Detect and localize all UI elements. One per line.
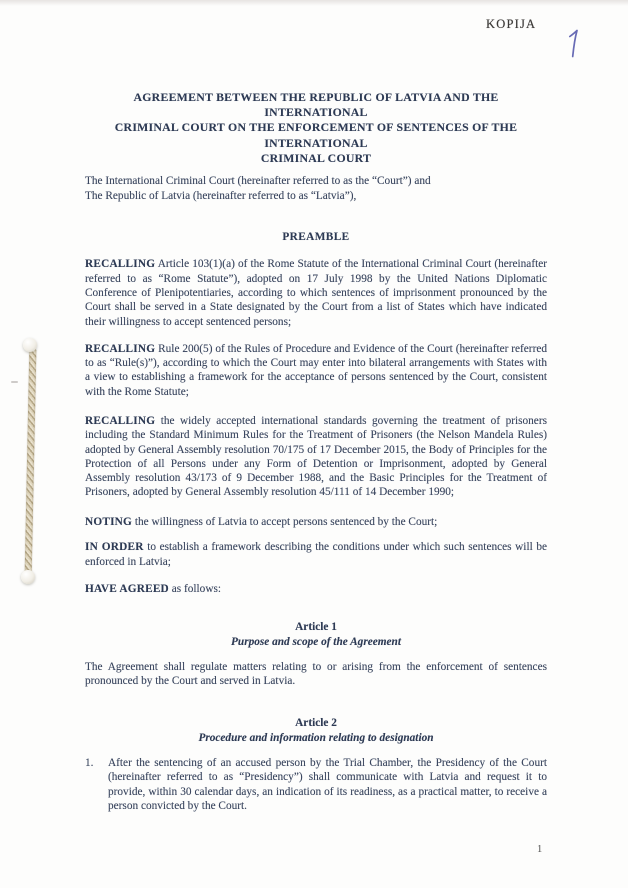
article-1-body: The Agreement shall regulate matters relating to or arising from the enforcement of sentences pronounced by the Court and served in Latvia. — [85, 660, 547, 688]
article-2-item-1 — [85, 756, 547, 813]
document-title-line-2: CRIMINAL COURT ON THE ENFORCEMENT OF SENTENCES OF THE INTERNATIONAL — [114, 120, 518, 150]
binding-bead-top — [23, 338, 37, 352]
article-2-subtitle: Procedure and information relating to designation — [198, 731, 434, 744]
binding-cord-thread — [25, 348, 37, 576]
document-title-line-3: CRIMINAL COURT — [260, 150, 372, 165]
parties-intro-line-1: The International Criminal Court (hereinafter referred to as the “Court”) and — [85, 175, 431, 188]
item-number: 1. — [85, 757, 94, 770]
preamble-paragraph-recalling-standards — [85, 414, 547, 500]
preamble-paragraph-noting — [85, 515, 547, 529]
paragraph-lead-word: RECALLING — [85, 414, 156, 427]
article-2-heading: Article 2 — [295, 717, 337, 730]
pencil-mark — [11, 381, 18, 383]
page-number: 1 — [537, 844, 543, 855]
copy-stamp: KOPIJA — [486, 17, 537, 31]
preamble-paragraph-recalling-rule-200 — [85, 342, 547, 399]
handwritten-mark-icon — [564, 27, 584, 61]
paragraph-lead-word: HAVE AGREED — [85, 582, 169, 595]
document-title-line-1: AGREEMENT BETWEEN THE REPUBLIC OF LATVIA AND THE INTERNATIONAL — [133, 90, 499, 120]
document-title — [85, 90, 547, 166]
binding-cord — [18, 332, 42, 590]
preamble-paragraph-recalling-rome-statute — [85, 257, 547, 328]
item-text: After the sentencing of an accused person by the Trial Chamber, the Presidency of the Court (hereinafter referred to as “Presidency”) shall communicate with Latvia and request it to provide, within 30 calendar days, an indication of its readiness, as a practical matter, to receive a person convicted by the Court. — [108, 757, 547, 812]
paragraph-text: to establish a framework describing the conditions under which such sentences will be enforced in Latvia; — [85, 541, 547, 568]
paragraph-text: Article 103(1)(a) of the Rome Statute of the International Criminal Court (hereinafter referred to as “Rome Statute”), adopted on 17 July 1998 by the United Nations Diplomatic Conference of Plenipotentiaries, according to which sentences of imprisonment pronounced by the Court shall be served in a State designated by the Court from a list of States which have indicated their willingness to accept sentenced persons; — [85, 258, 547, 328]
article-1-heading: Article 1 — [295, 621, 337, 634]
paragraph-text: as follows: — [168, 582, 222, 595]
paragraph-lead-word: RECALLING — [85, 342, 156, 355]
paragraph-text: Rule 200(5) of the Rules of Procedure and Evidence of the Court (hereinafter referred to as “Rule(s)”), according to which the Court may enter into bilateral arrangements with States with a view to establishing a framework for the acceptance of persons sentenced by the Court, consistent with the Rome Statute; — [85, 342, 547, 398]
document-content — [85, 0, 547, 813]
parties-intro-line-2: The Republic of Latvia (hereinafter referred to as “Latvia”), — [85, 190, 357, 203]
article-1-subtitle: Purpose and scope of the Agreement — [231, 635, 401, 648]
preamble-paragraph-in-order — [85, 540, 547, 569]
paragraph-lead-word: RECALLING — [85, 258, 156, 271]
paragraph-lead-word: IN ORDER — [85, 541, 144, 554]
paragraph-lead-word: NOTING — [85, 515, 133, 528]
paragraph-text: the widely accepted international standards governing the treatment of prisoners including the Standard Minimum Rules for the Treatment of Prisoners (the Nelson Mandela Rules) adopted by General Assembly resolution 70/175 of 17 December 2015, the Body of Principles for the Protection of all Persons under any Form of Detention or Imprisonment, adopted by General Assembly resolution 43/173 of 9 December 1988, and the Basic Principles for the Treatment of Prisoners, adopted by General Assembly resolution 45/111 of 14 December 1990; — [85, 414, 547, 499]
binding-bead-bottom — [21, 570, 35, 584]
preamble-paragraph-have-agreed — [85, 582, 547, 596]
parties-intro — [85, 174, 547, 204]
preamble-heading: PREAMBLE — [282, 231, 350, 244]
paragraph-text: the willingness of Latvia to accept persons sentenced by the Court; — [132, 515, 438, 528]
